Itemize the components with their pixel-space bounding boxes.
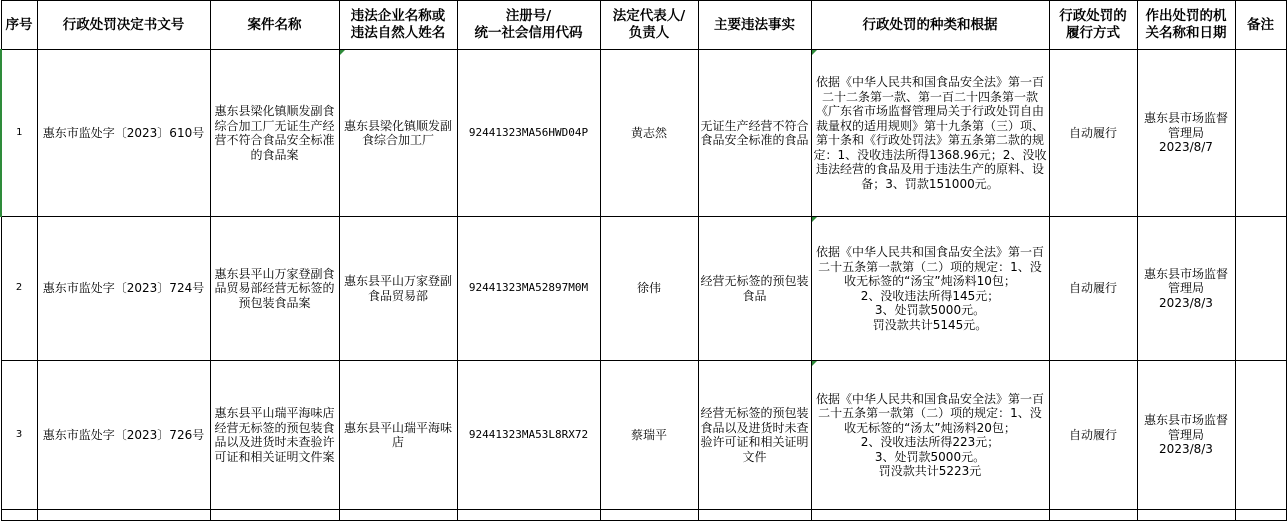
basis-line: 依据《中华人民共和国食品安全法》第一百二十五条第一款第（二）项的规定：1、没收无标签的“汤太”炖汤料20包； <box>815 391 1044 435</box>
cell-doc-no: 惠东市监处字〔2023〕726号 <box>37 361 210 510</box>
cell-party: 惠东县平山万家登副食品贸易部 <box>339 217 457 361</box>
authority-date: 2023/8/7 <box>1159 140 1213 155</box>
authority-date: 2023/8/3 <box>1159 442 1213 457</box>
cell-empty <box>1137 510 1235 521</box>
cell-empty <box>210 510 339 521</box>
header-method-line1: 行政处罚的 <box>1059 8 1127 24</box>
cell-basis <box>811 50 1049 217</box>
authority-name: 惠东县市场监督管理局 <box>1143 111 1228 140</box>
header-basis: 行政处罚的种类和根据 <box>811 1 1049 50</box>
basis-line: 罚没款共计5145元。 <box>872 317 988 332</box>
cell-method: 自动履行 <box>1049 50 1137 217</box>
cell-empty <box>1 510 37 521</box>
cell-reg-no: 92441323MA53L8RX72 <box>457 361 600 510</box>
basis-line: 依据《中华人民共和国食品安全法》第一百二十五条第一款第（二）项的规定：1、没收无标签的“汤宝”炖汤料10包； <box>815 245 1044 288</box>
cell-seq: 1 <box>1 50 37 217</box>
header-authority <box>1137 1 1235 50</box>
cell-case-name: 惠东县梁化镇顺发副食综合加工厂无证生产经营不符合食品安全标准的食品案 <box>210 50 339 217</box>
header-doc-no: 行政处罚决定书文号 <box>37 1 210 50</box>
basis-line: 3、处罚款5000元。 <box>874 303 986 317</box>
cell-method: 自动履行 <box>1049 361 1137 510</box>
authority-name: 惠东县市场监督管理局 <box>1143 266 1228 296</box>
header-facts: 主要违法事实 <box>698 1 811 50</box>
cell-basis <box>811 217 1049 361</box>
cell-authority <box>1137 50 1235 217</box>
cell-method: 自动履行 <box>1049 217 1137 361</box>
cell-empty <box>600 510 698 521</box>
cell-case-name: 惠东县平山瑞平海味店经营无标签的预包装食品以及进货时未查验许可证和相关证明文件案 <box>210 361 339 510</box>
cell-empty <box>811 510 1049 521</box>
header-case-name: 案件名称 <box>210 1 339 50</box>
cell-seq: 2 <box>1 217 37 361</box>
cell-empty <box>37 510 210 521</box>
cell-empty <box>339 510 457 521</box>
authority-date: 2023/8/3 <box>1159 295 1213 310</box>
cell-reg-no: 92441323MA56HWD04P <box>457 50 600 217</box>
header-reg-no <box>457 1 600 50</box>
cell-authority <box>1137 361 1235 510</box>
header-seq: 序号 <box>1 1 37 50</box>
cell-facts: 经营无标签的预包装食品 <box>698 217 811 361</box>
table-row <box>1 50 1286 217</box>
cell-empty <box>698 510 811 521</box>
header-row <box>1 1 1286 50</box>
cell-authority <box>1137 217 1235 361</box>
cell-rep: 徐伟 <box>600 217 698 361</box>
header-party-line2: 违法自然人姓名 <box>350 25 446 41</box>
cell-empty <box>1049 510 1137 521</box>
cell-reg-no: 92441323MA52897M0M <box>457 217 600 361</box>
table-row-partial <box>1 510 1286 521</box>
cell-empty <box>457 510 600 521</box>
cell-remarks <box>1235 217 1286 361</box>
header-reg-line1: 注册号/ <box>505 8 552 24</box>
header-authority-line1: 作出处罚的机 <box>1145 8 1227 24</box>
cell-doc-no: 惠东市监处字〔2023〕724号 <box>37 217 210 361</box>
cell-case-name: 惠东县平山万家登副食品贸易部经营无标签的预包装食品案 <box>210 217 339 361</box>
header-authority-line2: 关名称和日期 <box>1145 25 1227 41</box>
cell-rep: 蔡瑞平 <box>600 361 698 510</box>
authority-name: 惠东县市场监督管理局 <box>1143 413 1228 442</box>
cell-rep: 黄志然 <box>600 50 698 217</box>
basis-line: 3、处罚款5000元。 <box>874 449 986 464</box>
cell-party: 惠东县梁化镇顺发副食综合加工厂 <box>339 50 457 217</box>
header-method <box>1049 1 1137 50</box>
table-row <box>1 361 1286 510</box>
table-row <box>1 217 1286 361</box>
cell-seq: 3 <box>1 361 37 510</box>
cell-facts: 无证生产经营不符合食品安全标准的食品 <box>698 50 811 217</box>
cell-party: 惠东县平山瑞平海味店 <box>339 361 457 510</box>
header-method-line2: 履行方式 <box>1066 25 1120 41</box>
cell-remarks <box>1235 50 1286 217</box>
basis-line: 依据《中华人民共和国食品安全法》第一百二十二条第一款、第一百二十四条第一款《广东省市场监督管理局关于行政处罚自由裁量权的适用规则》第十九条第（三）项、第十条和《行政处罚法》第五条第二款的规定：1、没收违法所得1368.96元；2、没收违法经营的食品及用于违法生产的原料、设备；3、罚款151000元。 <box>813 75 1047 191</box>
cell-facts: 经营无标签的预包装食品以及进货时未查验许可证和相关证明文件 <box>698 361 811 510</box>
header-reg-line2: 统一社会信用代码 <box>474 25 583 41</box>
cell-remarks <box>1235 361 1286 510</box>
header-remarks: 备注 <box>1235 1 1286 50</box>
basis-line: 罚没款共计5223元 <box>878 464 982 478</box>
basis-line: 2、没收违法所得223元； <box>860 435 1000 449</box>
header-party-line1: 违法企业名称或 <box>350 8 446 24</box>
header-rep-line2: 负责人 <box>628 25 670 41</box>
cell-basis <box>811 361 1049 510</box>
cell-doc-no: 惠东市监处字〔2023〕610号 <box>37 50 210 217</box>
cell-empty <box>1235 510 1286 521</box>
basis-line: 2、没收违法所得145元； <box>860 288 1000 303</box>
header-party <box>339 1 457 50</box>
header-rep-line1: 法定代表人/ <box>612 8 686 24</box>
header-rep <box>600 1 698 50</box>
